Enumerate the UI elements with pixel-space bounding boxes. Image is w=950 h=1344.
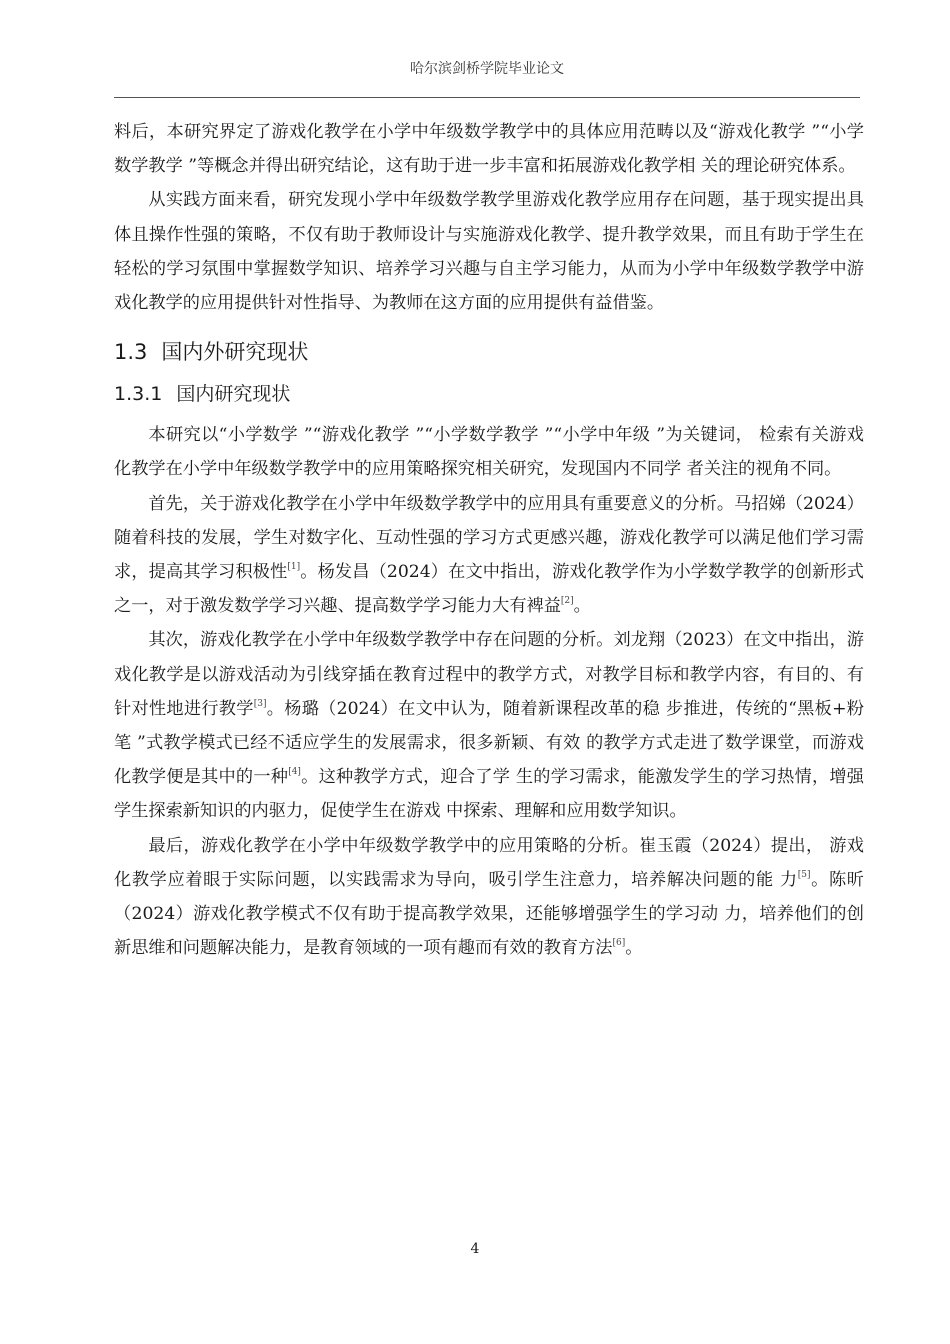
running-header: 哈尔滨剑桥学院毕业论文 xyxy=(410,61,564,77)
text-run: 。杨璐（2024）在文中认为，随着新课程改革的稳 步推进，传统的“黑板+粉笔 ”式教学模式已经不适应学生的发展需求，很多新颖、有效 的教学方式走进了数学课堂，而游戏化教学便是其中的一种 xyxy=(114,698,864,788)
citation-ref: [5] xyxy=(797,869,811,880)
text-run: 。 xyxy=(625,938,643,959)
paragraph-strategy-analysis xyxy=(114,829,864,966)
section-number: 1.3 xyxy=(114,340,148,365)
paragraph-significance-analysis xyxy=(114,487,864,624)
citation-ref: [3] xyxy=(253,698,267,709)
header-rule xyxy=(114,97,860,98)
text-run: 。这种教学方式，迎合了学 生的学习需求，能激发学生的学习热情，增强学生探索新知识的内驱力，促使学生在游戏 中探索、理解和应用数学知识。 xyxy=(114,767,864,822)
text-run: 。陈昕（2024）游戏化教学模式不仅有助于提高教学效果，还能够增强学生的学习动 力，培养他们的创新思维和问题解决能力，是教育领域的一项有趣而有效的教育方法 xyxy=(114,869,864,959)
paragraph-problem-analysis xyxy=(114,623,864,828)
page-body xyxy=(114,115,864,965)
text-run: 最后，游戏化教学在小学中年级数学教学中的应用策略的分析。崔玉霞（2024）提出， 游戏化教学应着眼于实际问题，以实践需求为导向，吸引学生注意力，培养解决问题的能 力 xyxy=(114,835,864,890)
section-heading xyxy=(114,332,864,372)
citation-ref: [1] xyxy=(287,562,301,573)
subsection-number: 1.3.1 xyxy=(114,383,163,406)
citation-ref: [2] xyxy=(560,596,574,607)
section-title: 国内外研究现状 xyxy=(161,340,309,365)
text-run: 。 xyxy=(573,596,591,617)
citation-ref: [6] xyxy=(612,938,626,949)
citation-ref: [4] xyxy=(288,767,301,778)
page-number: 4 xyxy=(470,1241,480,1257)
subsection-heading xyxy=(114,374,864,414)
paragraph-practical-significance: 从实践方面来看，研究发现小学中年级数学教学里游戏化教学应用存在问题，基于现实提出具体且操作性强的策略，不仅有助于教师设计与实施游戏化教学、提升教学效果，而且有助于学生在轻松的学习氛围中掌握数学知识、培养学习兴趣与自主学习能力，从而为小学中年级数学教学中游戏化教学的应用提供针对性指导、为教师在这方面的应用提供有益借鉴。 xyxy=(114,190,864,314)
subsection-title: 国内研究现状 xyxy=(176,383,291,406)
paragraph-search-keywords: 本研究以“小学数学 ”“游戏化教学 ”“小学数学教学 ”“小学中年级 ”为关键词， 检索有关游戏化教学在小学中年级数学教学中的应用策略探究相关研究，发现国内不同学 者关注的视角不同。 xyxy=(114,425,864,480)
paragraph-continuation: 料后，本研究界定了游戏化教学在小学中年级数学教学中的具体应用范畴以及“游戏化教学 ”“小学数学教学 ”等概念并得出研究结论，这有助于进一步丰富和拓展游戏化教学相 关的理论研究体系。 xyxy=(114,122,864,177)
text-run: 。杨发昌（2024）在文中指出，游戏化教学作为小学数学教学的创新形式之一，对于激发数学学习兴趣、提高数学学习能力大有裨益 xyxy=(114,562,864,617)
text-run: 其次，游戏化教学在小学中年级数学教学中存在问题的分析。刘龙翔（2023）在文中指出，游戏化教学是以游戏活动为引线穿插在教育过程中的教学方式，对教学目标和教学内容，有目的、有针对性地进行教学 xyxy=(114,630,864,719)
text-run: 首先，关于游戏化教学在小学中年级数学教学中的应用具有重要意义的分析。马招娣（2024）随着科技的发展，学生对数字化、互动性强的学习方式更感兴趣，游戏化教学可以满足他们学习需求，提高其学习积极性 xyxy=(114,493,864,583)
